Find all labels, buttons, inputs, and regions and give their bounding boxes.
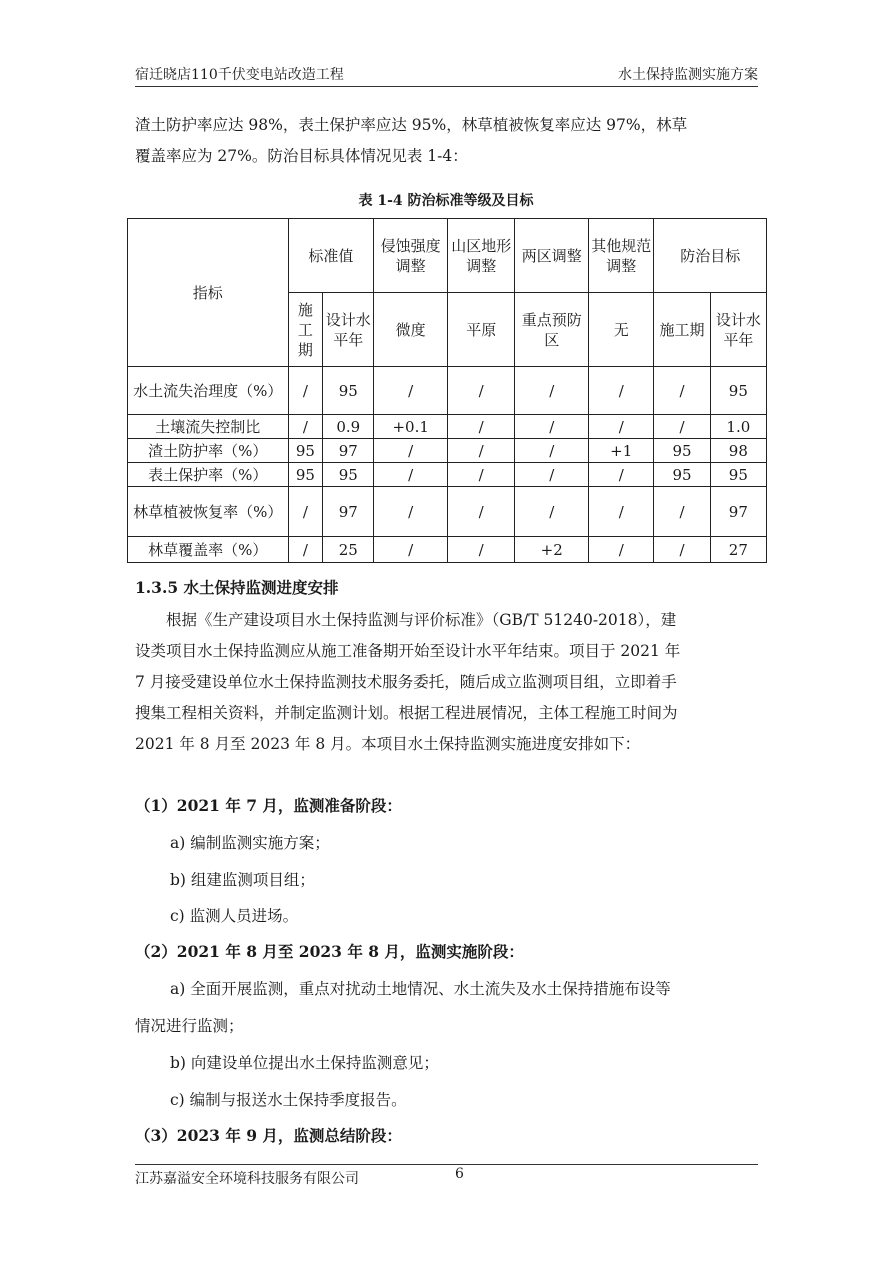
table-cell: / (515, 463, 589, 487)
prevention-target-table (127, 218, 767, 563)
table-cell: / (589, 415, 654, 439)
table-header-row (128, 219, 767, 293)
page-number: 6 (455, 1166, 464, 1182)
table-cell: / (447, 487, 514, 537)
header-twozone-value: 重点预防区 (515, 293, 589, 367)
stage-2-item: b) 向建设单位提出水土保持监测意见； (170, 1054, 439, 1072)
header-target-design: 设计水平年 (710, 293, 766, 367)
indicator-name: 林草植被恢复率（%） (128, 487, 289, 537)
header-design: 设计水平年 (323, 293, 374, 367)
table-body (128, 367, 767, 563)
header-erosion: 侵蚀强度调整 (374, 219, 448, 293)
table-cell: / (447, 537, 514, 563)
table-cell: +1 (589, 439, 654, 463)
table-cell: / (589, 537, 654, 563)
table-cell: / (515, 487, 589, 537)
table-row (128, 487, 767, 537)
section-paragraph (135, 605, 758, 760)
table-cell: 27 (710, 537, 766, 563)
table-cell: 95 (323, 367, 374, 415)
table-cell: / (447, 463, 514, 487)
stage-1-item: b) 组建监测项目组； (170, 871, 315, 889)
stage-1-item: c) 监测人员进场。 (170, 907, 299, 925)
table-cell: / (288, 537, 323, 563)
header-indicator: 指标 (128, 219, 289, 367)
header-other-value: 无 (589, 293, 654, 367)
table-row (128, 367, 767, 415)
section-heading: 1.3.5 水土保持监测进度安排 (135, 578, 339, 597)
table-cell: / (374, 487, 448, 537)
header-target: 防治目标 (654, 219, 767, 293)
stage-2-item: c) 编制与报送水土保持季度报告。 (170, 1091, 407, 1109)
indicator-name: 林草覆盖率（%） (128, 537, 289, 563)
table-cell: / (288, 415, 323, 439)
header-erosion-value: 微度 (374, 293, 448, 367)
table-cell: 1.0 (710, 415, 766, 439)
stage-3-heading: （3）2023 年 9 月，监测总结阶段： (135, 1126, 402, 1145)
table-cell: 0.9 (323, 415, 374, 439)
table-cell: / (654, 367, 710, 415)
intro-line: 覆盖率应为 27%。防治目标具体情况见表 1-4： (135, 147, 468, 165)
table-cell: / (654, 537, 710, 563)
table-cell: +0.1 (374, 415, 448, 439)
header-mountain: 山区地形调整 (447, 219, 514, 293)
stage-1-item: a) 编制监测实施方案； (170, 834, 330, 852)
table-cell: 95 (654, 463, 710, 487)
header-twozone: 两区调整 (515, 219, 589, 293)
table-cell: / (654, 415, 710, 439)
table-cell: / (374, 463, 448, 487)
table-cell: 95 (288, 463, 323, 487)
table-cell: +2 (515, 537, 589, 563)
indicator-name: 表土保护率（%） (128, 463, 289, 487)
header-standard: 标准值 (288, 219, 374, 293)
header-target-construction: 施工期 (654, 293, 710, 367)
table-cell: 95 (710, 367, 766, 415)
table-cell: 95 (323, 463, 374, 487)
table-cell: / (515, 415, 589, 439)
table-cell: / (515, 367, 589, 415)
table-cell: / (447, 439, 514, 463)
table-cell: / (589, 487, 654, 537)
paragraph-line: 2021 年 8 月至 2023 年 8 月。本项目水土保持监测实施进度安排如下： (135, 735, 641, 753)
stage-2-heading: （2）2021 年 8 月至 2023 年 8 月，监测实施阶段： (135, 942, 524, 961)
footer-rule (135, 1164, 758, 1165)
table-cell: 95 (710, 463, 766, 487)
table-cell: / (374, 367, 448, 415)
paragraph-line: 搜集工程相关资料，并制定监测计划。根据工程进展情况，主体工程施工时间为 (135, 704, 678, 722)
table-cell: 95 (288, 439, 323, 463)
header-mountain-value: 平原 (447, 293, 514, 367)
table-cell: 95 (654, 439, 710, 463)
table-row (128, 463, 767, 487)
paragraph-line: 7 月接受建设单位水土保持监测技术服务委托，随后成立监测项目组，立即着手 (135, 673, 677, 691)
table-cell: / (374, 439, 448, 463)
header-document-title: 水土保持监测实施方案 (618, 67, 758, 83)
table-cell: / (447, 367, 514, 415)
header-project-title: 宿迁晓店110千伏变电站改造工程 (135, 67, 344, 83)
table-cell: 97 (710, 487, 766, 537)
table-cell: / (374, 537, 448, 563)
table-cell: 97 (323, 487, 374, 537)
table-cell: 98 (710, 439, 766, 463)
intro-paragraph (135, 110, 758, 172)
table-cell: / (447, 415, 514, 439)
header-construction: 施工期 (288, 293, 323, 367)
table-row (128, 439, 767, 463)
footer-company: 江苏嘉溢安全环境科技服务有限公司 (135, 1171, 359, 1187)
table-caption: 表 1-4 防治标准等级及目标 (358, 193, 534, 209)
stage-1-heading: （1）2021 年 7 月，监测准备阶段： (135, 796, 402, 815)
page-header (135, 62, 758, 87)
table-cell: / (515, 439, 589, 463)
indicator-name: 土壤流失控制比 (128, 415, 289, 439)
stage-2-item: a) 全面开展监测，重点对扰动土地情况、水土流失及水土保持措施布设等 (170, 980, 671, 998)
table-cell: / (589, 463, 654, 487)
table-cell: / (589, 367, 654, 415)
table-cell: / (288, 367, 323, 415)
table-cell: / (654, 487, 710, 537)
table-cell: 25 (323, 537, 374, 563)
indicator-name: 水土流失治理度（%） (128, 367, 289, 415)
indicator-name: 渣土防护率（%） (128, 439, 289, 463)
paragraph-line: 根据《生产建设项目水土保持监测与评价标准》（GB/T 51240-2018），建 (135, 611, 677, 629)
table-cell: / (288, 487, 323, 537)
intro-line: 渣土防护率应达 98%，表土保护率应达 95%，林草植被恢复率应达 97%，林草 (135, 116, 688, 134)
table-cell: 97 (323, 439, 374, 463)
table-row (128, 415, 767, 439)
stage-2-item-continued: 情况进行监测； (135, 1017, 244, 1035)
header-other: 其他规范调整 (589, 219, 654, 293)
table-row (128, 537, 767, 563)
paragraph-line: 设类项目水土保持监测应从施工准备期开始至设计水平年结束。项目于 2021 年 (135, 642, 681, 660)
